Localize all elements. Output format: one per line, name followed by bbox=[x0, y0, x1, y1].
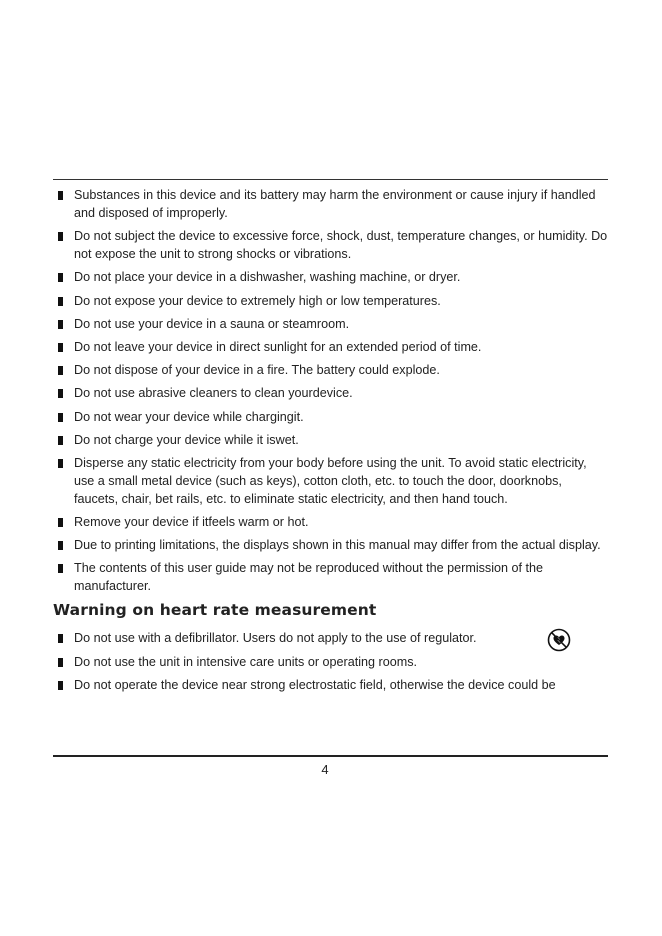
list-item-text: Do not place your device in a dishwasher, washing machine, or dryer. bbox=[74, 270, 461, 285]
section-title: Warning on heart rate measurement bbox=[53, 601, 377, 620]
list-item bbox=[53, 384, 608, 402]
list-item-text: Do not use the unit in intensive care units or operating rooms. bbox=[74, 654, 418, 669]
bullet-icon bbox=[58, 436, 63, 445]
no-defibrillator-icon bbox=[547, 628, 571, 652]
bullet-icon bbox=[58, 634, 63, 643]
list-item-text: Do not subject the device to excessive force, shock, dust, temperature changes, or humidity. Do not expose the unit to strong shocks or vibrations. bbox=[74, 229, 608, 262]
bullet-icon bbox=[58, 541, 63, 550]
list-item bbox=[53, 338, 608, 356]
list-item bbox=[53, 629, 608, 647]
list-item bbox=[53, 408, 608, 426]
general-warnings-list bbox=[53, 186, 608, 595]
bullet-icon bbox=[58, 191, 63, 200]
bullet-icon bbox=[58, 413, 63, 422]
list-item-text: Do not expose your device to extremely high or low temperatures. bbox=[74, 293, 441, 308]
list-item-text: Do not use your device in a sauna or steamroom. bbox=[74, 316, 350, 331]
heart-rate-warnings-list bbox=[53, 629, 608, 693]
top-divider bbox=[53, 179, 608, 180]
bottom-divider bbox=[53, 755, 608, 757]
list-item bbox=[53, 536, 608, 554]
list-item-text: Substances in this device and its battery may harm the environment or cause injury if handled and disposed of improperly. bbox=[74, 188, 596, 220]
page-content bbox=[53, 186, 608, 699]
list-item bbox=[53, 454, 608, 508]
list-item-text: Do not use abrasive cleaners to clean yourdevice. bbox=[74, 386, 353, 401]
list-item-text: Do not wear your device while chargingit. bbox=[74, 409, 304, 424]
list-item-text: Remove your device if itfeels warm or hot. bbox=[74, 515, 309, 530]
list-item bbox=[53, 227, 608, 263]
list-item-text: Do not charge your device while it iswet. bbox=[74, 432, 299, 447]
list-item bbox=[53, 653, 608, 671]
list-item bbox=[53, 186, 608, 222]
list-item bbox=[53, 268, 608, 286]
list-item-text: The contents of this user guide may not be reproduced without the permission of the manufacturer. bbox=[74, 561, 544, 594]
bullet-icon bbox=[58, 297, 63, 306]
page-number: 4 bbox=[321, 762, 329, 777]
list-item bbox=[53, 361, 608, 379]
bullet-icon bbox=[58, 366, 63, 375]
bullet-icon bbox=[58, 518, 63, 527]
bullet-icon bbox=[58, 320, 63, 329]
bullet-icon bbox=[58, 273, 63, 282]
list-item-text: Do not use with a defibrillator. Users do not apply to the use of regulator. bbox=[74, 631, 477, 646]
list-item-text: Disperse any static electricity from your body before using the unit. To avoid static electricity, use a small metal device (such as keys), cotton cloth, etc. to touch the door, doorknobs, faucets, chair, bet rails, etc. to eliminate static electricity, and then hand touch. bbox=[74, 455, 587, 506]
list-item bbox=[53, 676, 608, 694]
list-item-text: Do not operate the device near strong electrostatic field, otherwise the device could be bbox=[74, 677, 556, 692]
bullet-icon bbox=[58, 232, 63, 241]
bullet-icon bbox=[58, 459, 63, 468]
bullet-icon bbox=[58, 681, 63, 690]
list-item bbox=[53, 559, 608, 595]
list-item bbox=[53, 315, 608, 333]
list-item-text: Do not dispose of your device in a fire. The battery could explode. bbox=[74, 363, 440, 378]
bullet-icon bbox=[58, 564, 63, 573]
list-item bbox=[53, 513, 608, 531]
list-item-text: Do not leave your device in direct sunlight for an extended period of time. bbox=[74, 339, 482, 354]
list-item-text: Due to printing limitations, the displays shown in this manual may differ from the actual display. bbox=[74, 538, 601, 553]
bullet-icon bbox=[58, 343, 63, 352]
bullet-icon bbox=[58, 658, 63, 667]
list-item bbox=[53, 431, 608, 449]
bullet-icon bbox=[58, 389, 63, 398]
list-item bbox=[53, 292, 608, 310]
